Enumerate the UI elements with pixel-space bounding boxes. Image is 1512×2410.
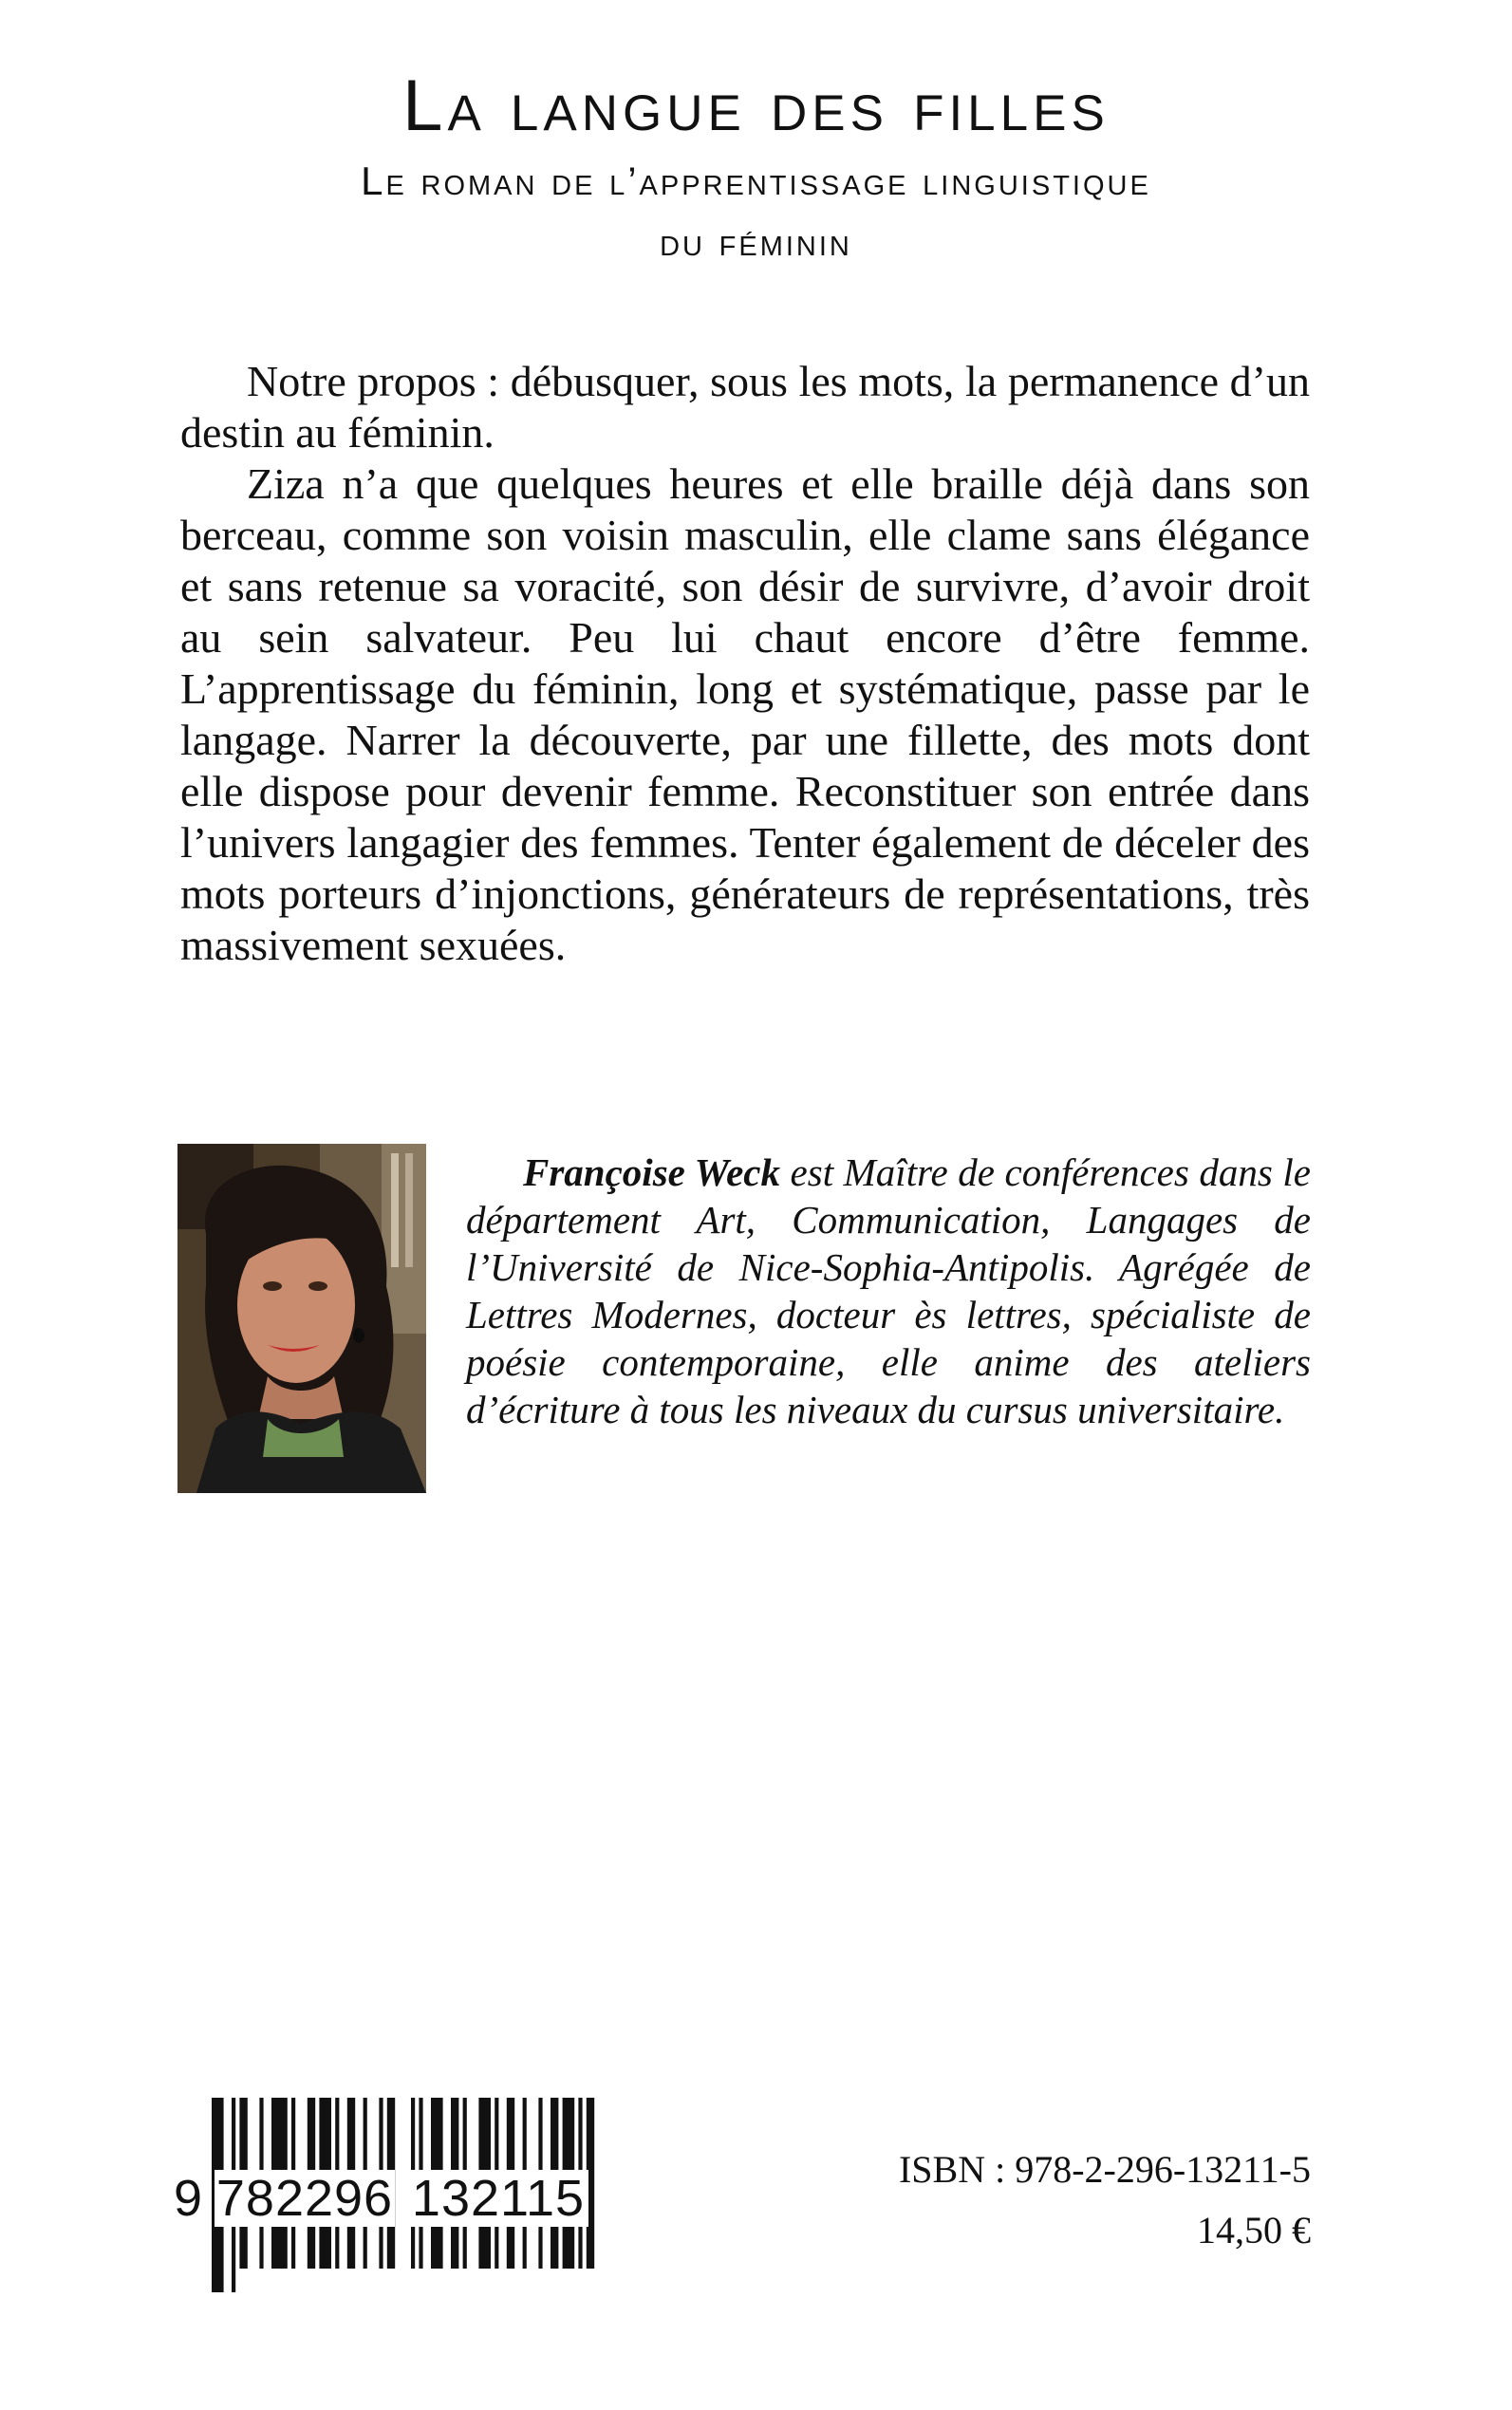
- barcode-digits: [174, 2170, 601, 2227]
- summary-text: [180, 356, 1310, 971]
- summary-paragraph-1: Notre propos : débusquer, sous les mots, la permanence d’un destin au féminin.: [180, 357, 1310, 457]
- book-subtitle-line-2: du féminin: [660, 219, 852, 264]
- isbn: ISBN : 978-2-296-13211-5: [898, 2148, 1311, 2191]
- barcode-digit-first: 9: [174, 2170, 206, 2227]
- author-name: Françoise Weck: [523, 1150, 780, 1194]
- summary-paragraph-2: Ziza n’a que quelques heures et elle braille déjà dans son berceau, comme son voisin masculin, elle clame sans élégance et sans retenue sa voracité, son désir de survivre, d’avoir droit au sein salvateur. Peu lui chaut encore d’être femme. L’apprentissage du féminin, long et systématique, passe par le langage. Narrer la découverte, par une fillette, des mots dont elle dispose pour devenir femme. Reconstituer son entrée dans l’univers langagier des femmes. Tenter également de déceler des mots porteurs d’injonctions, générateurs de représentations, très massivement sexuées.: [180, 459, 1310, 969]
- barcode-digits-left: 782296: [215, 2170, 394, 2227]
- book-subtitle-line-1: Le roman de l’apprentissage linguistique: [361, 159, 1151, 203]
- author-bio-text: est Maître de conférences dans le département Art, Communication, Langages de l’Université de Nice-Sophia-Antipolis. Agrégée de Lettres Modernes, docteur ès lettres, spécialiste de poésie contemporaine, elle anime des ateliers d’écriture à tous les niveaux du cursus universitaire.: [466, 1150, 1311, 1431]
- barcode-digits-right: 132115: [408, 2170, 588, 2227]
- author-bio: [466, 1149, 1311, 1433]
- price: 14,50 €: [1197, 2209, 1311, 2251]
- book-title: La langue des filles: [402, 65, 1110, 146]
- author-portrait: [177, 1144, 426, 1493]
